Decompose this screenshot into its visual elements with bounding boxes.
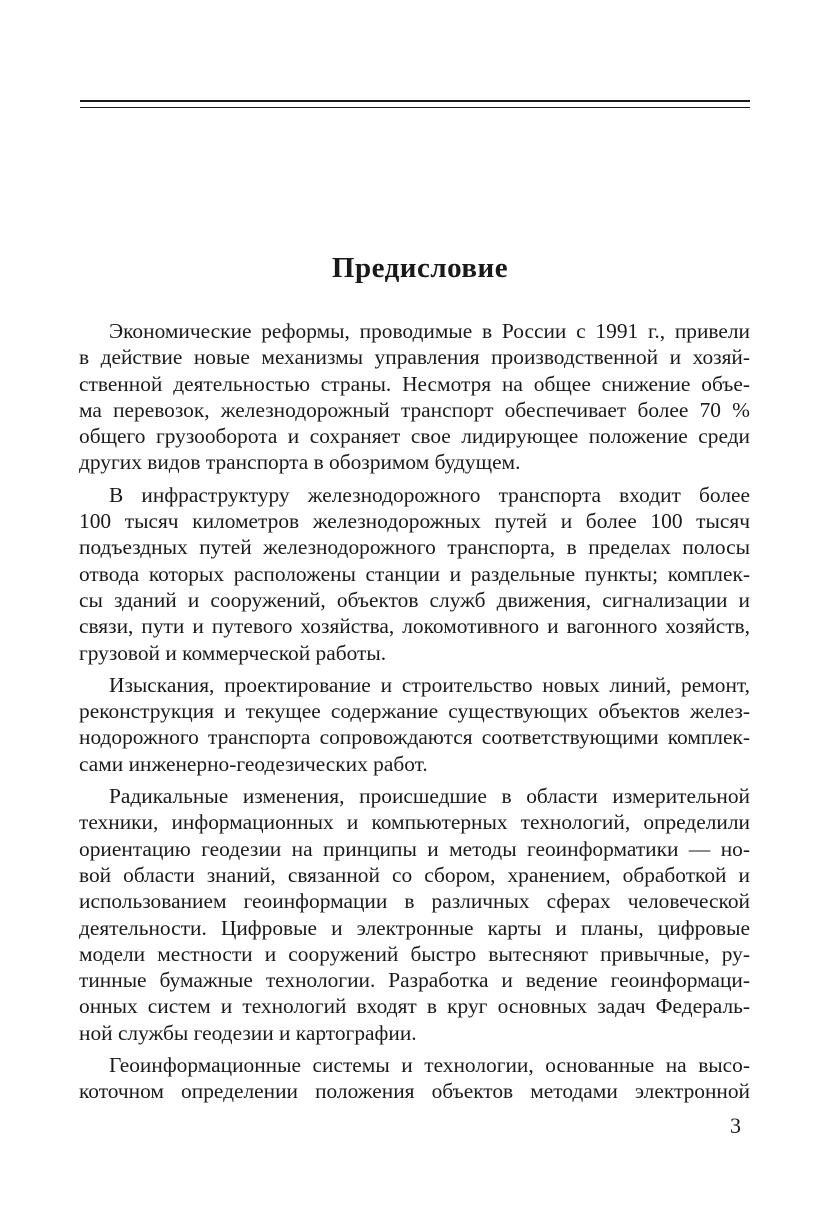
text-line: других видов транспорта в обозримом будущем. [79, 450, 521, 475]
text-line: онных систем и технологий входят в круг основных задач Федераль- [79, 994, 750, 1019]
paragraph-3 [79, 672, 750, 777]
text-line: ма перевозок, железнодорожный транспорт обеспечивает более 70 % [79, 397, 750, 422]
text-line: Геоинформационные системы и технологии, основанные на высо- [109, 1053, 750, 1078]
text-line: Экономические реформы, проводимые в России с 1991 г., привели [109, 319, 750, 343]
paragraph-1 [79, 318, 750, 476]
text-line: Изыскания, проектирование и строительство новых линий, ремонт, [109, 672, 750, 697]
text-line: ориентацию геодезии на принципы и методы геоинформатики — но- [79, 836, 750, 861]
paragraph-4 [79, 783, 750, 1046]
text-line: связи, пути и путевого хозяйства, локомотивного и вагонного хозяйств, [79, 614, 750, 639]
text-line: подъездных путей железнодорожного транспорта, в пределах полосы [79, 535, 750, 560]
text-line: вой области знаний, связанной со сбором, хранением, обработкой и [79, 862, 750, 887]
text-line: Радикальные изменения, происшедшие в области измерительной [109, 784, 750, 809]
text-line: отвода которых расположены станции и раздельные пункты; комплек- [79, 561, 750, 586]
text-line: В инфраструктуру железнодорожного транспорта входит более [109, 482, 750, 507]
page-title: Предисловие [331, 252, 509, 284]
page-number: 3 [730, 1113, 741, 1138]
text-line: в действие новые механизмы управления производственной и хозяй- [79, 345, 750, 370]
text-line: грузовой и коммерческой работы. [79, 640, 387, 665]
text-line: общего грузооборота и сохраняет свое лидирующее положение среди [79, 424, 750, 449]
text-line: тинные бумажные технологии. Разработка и ведение геоинформаци- [79, 968, 750, 993]
body-text [79, 318, 750, 1111]
text-line: коточном определении положения объектов методами электронной [79, 1079, 750, 1104]
text-line: техники, информационных и компьютерных технологий, определили [79, 810, 750, 835]
text-line: ственной деятельностью страны. Несмотря на общее снижение объе- [79, 371, 750, 396]
text-line: сы зданий и сооружений, объектов служб движения, сигнализации и [79, 587, 750, 612]
text-line: реконструкция и текущее содержание существующих объектов желез- [79, 699, 750, 724]
text-line: использованием геоинформации в различных сферах человеческой [79, 889, 750, 914]
header-rule-thick [80, 100, 750, 102]
text-line: 100 тысяч километров железнодорожных путей и более 100 тысяч [79, 509, 750, 534]
text-line: нодорожного транспорта сопровождаются соответствующими комплек- [79, 725, 750, 750]
text-line: деятельности. Цифровые и электронные карты и планы, цифровые [79, 915, 750, 940]
text-line: сами инженерно-геодезических работ. [79, 751, 428, 776]
text-line: ной службы геодезии и картографии. [79, 1020, 417, 1045]
text-line: модели местности и сооружений быстро вытесняют привычные, ру- [79, 941, 750, 966]
paragraph-5 [79, 1052, 750, 1105]
paragraph-2 [79, 482, 750, 666]
header-rule-thin [80, 107, 750, 108]
